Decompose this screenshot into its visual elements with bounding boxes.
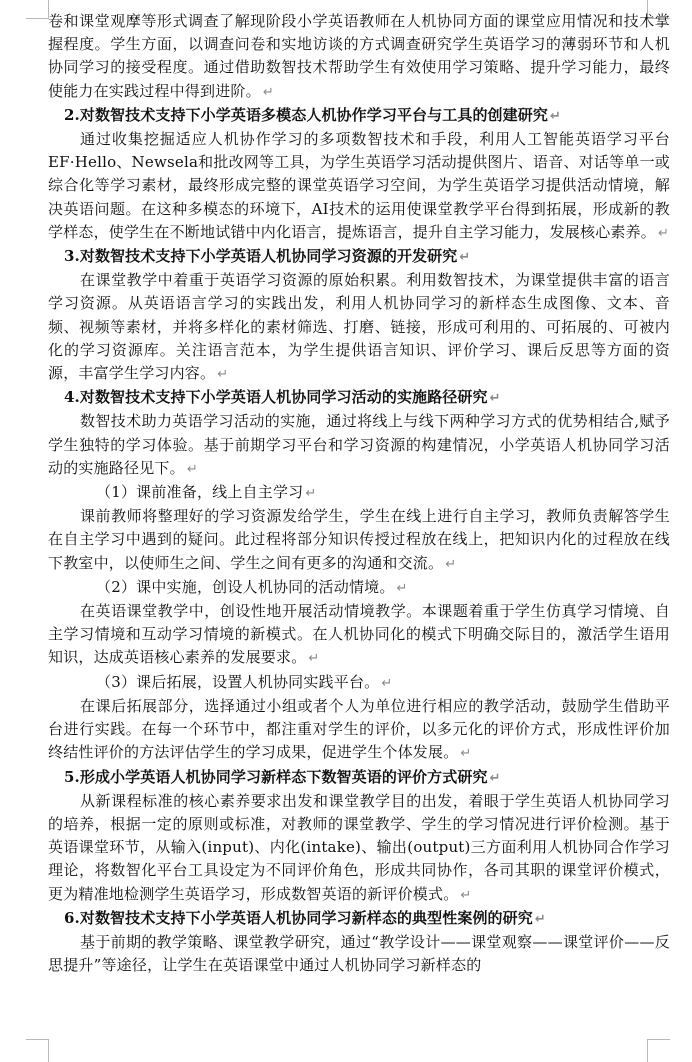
subsection-heading-1: （1）课前准备，线上自主学习 ↵	[96, 483, 317, 502]
paragraph-continuation: 卷和课堂观摩等形式调查了解现阶段小学英语教师在人机协同方面的课堂应用情况和技术掌握程度。学生方面，以调查问卷和实地访谈的方式调查研究学生英语学习的薄弱环节和人机协同学习的接受程度。通过借助数智技术帮助学生有效使用学习策略、提升学习能力，最终使能力在实践过程中得到进阶。 ↵	[48, 12, 670, 100]
paragraph-body: 通过收集挖掘适应人机协作学习的多项数智技术和手段，利用人工智能英语学习平台EF·Hello、Newsela和批改网等工具，为学生英语学习活动提供图片、语音、对话等单一或综合化等学习素材，最终形成完整的课堂英语学习空间，为学生英语学习提供活动情境，解决英语问题。在这种多模态的环境下，AI技术的运用使课堂教学平台得到拓展，形成新的教学样态，使学生在不断地试错中内化语言，提炼语言，提升自主学习能力，发展核心素养。 ↵	[48, 130, 670, 241]
section-heading-4: 4.对数智技术支持下小学英语人机协同学习活动的实施路径研究 ↵	[64, 388, 501, 407]
paragraph-mark-icon: ↵	[381, 675, 393, 691]
paragraph-body: 在课后拓展部分，选择通过小组或者个人为单位进行相应的教学活动，鼓励学生借助平台进行实践。在每一个环节中，都注重对学生的评价，以多元化的评价方式，形成性评价加终结性评价的方法评估学生的学习成果，促进学生个体发展。 ↵	[48, 696, 670, 762]
subsection-heading-2: （2）课中实施，创设人机协同的活动情境。 ↵	[96, 577, 408, 596]
paragraph-mark-icon: ↵	[305, 486, 317, 502]
section-heading-6: 6.对数智技术支持下小学英语人机协同学习新样态的典型性案例的研究 ↵	[64, 908, 546, 927]
paragraph-mark-icon: ↵	[396, 580, 408, 596]
paragraph-mark-icon: ↵	[549, 108, 561, 124]
paragraph-mark-icon: ↵	[460, 887, 472, 903]
paragraph-mark-icon: ↵	[308, 651, 320, 667]
page-corner-mark-bottom-left	[26, 1039, 49, 1062]
paragraph-mark-icon: ↵	[262, 84, 274, 100]
subsection-heading-3: （3）课后拓展，设置人机协同实践平台。 ↵	[96, 672, 393, 691]
paragraph-mark-icon: ↵	[460, 746, 472, 762]
paragraph-mark-icon: ↵	[217, 367, 229, 383]
page-corner-mark-bottom-right	[647, 1039, 670, 1062]
paragraph-body: 在课堂教学中着重于英语学习资源的原始积累。利用数智技术，为课堂提供丰富的语言学习资源。从英语语言学习的实践出发，利用人机协同学习的新样态生成图像、文本、音频、视频等素材，并将多样化的素材筛选、打磨、链接，形成可利用的、可拓展的、可被内化的学习资源库。关注语言范本，为学生提供语言知识、评价学习、课后反思等方面的资源，丰富学生学习内容。 ↵	[48, 271, 670, 383]
paragraph-mark-icon: ↵	[658, 225, 670, 241]
paragraph-mark-icon: ↵	[459, 250, 471, 266]
paragraph-mark-icon: ↵	[489, 770, 501, 786]
paragraph-mark-icon: ↵	[534, 911, 546, 927]
paragraph-body-open: 基于前期的教学策略、课堂教学研究，通过“教学设计——课堂观察——课堂评价——反思提升”等途径，让学生在英语课堂中通过人机协同学习新样态的	[48, 932, 670, 975]
section-heading-5: 5.形成小学英语人机协同学习新样态下数智英语的评价方式研究 ↵	[64, 767, 501, 786]
page-corner-mark-top-left	[26, 0, 49, 19]
paragraph-body: 从新课程标准的核心素养要求出发和课堂教学目的出发，着眼于学生英语人机协同学习的培养，根据一定的原则或标准，对教师的课堂教学、学生的学习情况进行评价检测。基于英语课堂环节，从输入(input)、内化(intake)、输出(output)三方面利用人机协同合作学习理论，将数智化平台工具设定为不同评价角色，形成共同协作，各司其职的课堂评价模式，更为精准地检测学生英语学习，形成数智英语的新评价模式。 ↵	[48, 791, 670, 903]
paragraph-body: 在英语课堂教学中，创设性地开展活动情境教学。本课题着重于学生仿真学习情境、自主学习情境和互动学习情境的新模式。在人机协同化的模式下明确交际目的，激活学生语用知识，达成英语核心素养的发展要求。 ↵	[48, 602, 670, 667]
paragraph-mark-icon: ↵	[489, 391, 501, 407]
paragraph-body: 课前教师将整理好的学习资源发给学生，学生在线上进行自主学习，教师负责解答学生在自主学习中遇到的疑问。此过程将部分知识传授过程放在线上，把知识内化的过程放在线下教室中，以使师生之间、学生之间有更多的沟通和交流。 ↵	[48, 507, 670, 572]
paragraph-mark-icon: ↵	[445, 556, 457, 572]
section-heading-2: 2.对数智技术支持下小学英语多模态人机协作学习平台与工具的创建研究 ↵	[64, 105, 561, 124]
paragraph-body: 数智技术助力英语学习活动的实施，通过将线上与线下两种学习方式的优势相结合,赋予学生独特的学习体验。基于前期学习平台和学习资源的构建情况，小学英语人机协同学习活动的实施路径见下。 ↵	[48, 412, 670, 477]
document-page[interactable]	[48, 10, 670, 977]
paragraph-mark-icon: ↵	[186, 461, 198, 477]
section-heading-3: 3.对数智技术支持下小学英语人机协同学习资源的开发研究 ↵	[64, 247, 471, 266]
